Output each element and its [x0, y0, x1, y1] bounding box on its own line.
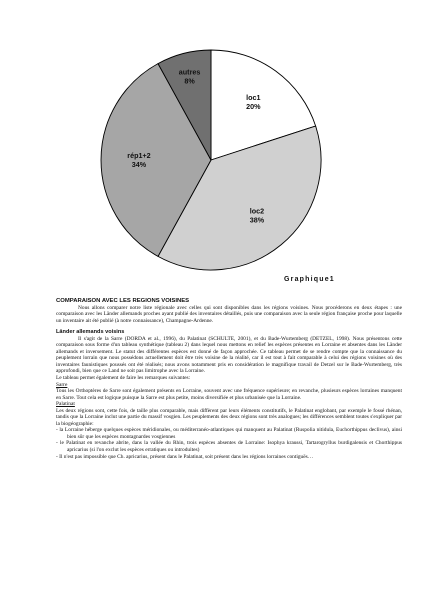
list-item: - le Palatinat en revanche abrite, dans la vallée du Rhin, trois espèces absentes de Lorraine: Isophya kraussi, Tartarogryllus burdigalensis et Chorthippus apricarius (si l'on exclut les espèces erratiques ou introduites)	[56, 440, 402, 454]
chart-caption: Graphique1	[284, 276, 335, 283]
slice-value-0: 20%	[246, 101, 261, 111]
slice-value-3: 8%	[184, 76, 195, 86]
pie-chart	[0, 0, 423, 295]
sarre-label: Sarre	[56, 381, 68, 388]
slice-label-2: rép1+2	[127, 151, 151, 160]
slice-label-0: loc1	[246, 92, 261, 102]
section-heading: COMPARAISON AVEC LES REGIONS VOISINES	[56, 298, 190, 304]
palatinat-paragraph: Les deux régions sont, cette fois, de taille plus comparable, mais diffèrent par leurs éléments constitutifs, le Palatinat englobant, par exemple le fossé rhénan, tandis que la Lorraine inclut une partie du massif vosgien. Les peuplements des deux régions sont très analogues; les différences semblent toutes s'expliquer par la biogéographie:	[56, 407, 402, 427]
paragraph-remarks: Le tableau permet également de faire les remarques suivantes:	[56, 375, 191, 382]
slice-value-1: 38%	[249, 215, 265, 225]
document-body	[56, 298, 402, 460]
palatinat-label: Palatinat	[56, 401, 75, 408]
list-item: - Il n'est pas impossible que Ch. apricarius, présent dans le Palatinat, soit présent dans les régions lorraines contiguës…	[56, 453, 314, 460]
slice-label-3: autres	[178, 67, 201, 77]
sarre-paragraph: Tous les Orthoptères de Sarre sont également présents en Lorraine, souvent avec une fréquence supérieure; en revanche, plusieurs espèces lorraines manquent en Sarre. Tout cela est logique puisque la Sarre est plus petite, moins diversifiée et plus urbanisée que la Lorraine.	[56, 388, 402, 401]
subsection-heading: Länder allemands voisins	[56, 329, 125, 336]
intro-paragraph: Nous allons comparer notre liste régionale avec celles qui sont disponibles dans les régions voisines. Nous procéderons en deux étapes : une comparaison avec les Länder allemands proches ayant publié des inventaires détaillés, puis une comparaison avec la seule région française proche pour laquelle un inventaire ait été publié (à notre connaissance), Champagne-Ardenne.	[56, 304, 402, 324]
slice-label-1: loc2	[249, 206, 265, 216]
pie-chart-svg	[0, 0, 423, 295]
slice-value-2: 34%	[131, 160, 147, 169]
list-item: - la Lorraine héberge quelques espèces méridionales, ou méditerranéo-atlantiques qui manquent au Palatinat (Ruspolia nitidula, Euchorthippus declivus), ainsi bien sûr que les espèces montagnardes vosgiennes	[56, 427, 402, 440]
paragraph-lander: Il s'agit de la Sarre (DORDA et al., 1996), du Palatinat (SCHULTE, 2001), et du Bade-Wurtemberg (DETZEL, 1998). Nous présentons cette comparaison sous forme d'un tableau synthétique (tableau 2) dans lequel nous mettons en relief les espèces présentes en Lorraine et absentes dans les Länder allemands et inversement. Le statut des différentes espèces est donné de façon approchée. Ce tableau permet de se rendre compte que la connaissance du peuplement lorrain que nous possédons actuellement doit être très voisine de la réalité, car il est tout à fait comparable à celui des régions voisines où des inventaires faunistiques poussés ont été réalisés; nous avons notamment pris en considération le magnifique travail de Detzel sur le Bade-Wurtemberg, très approfondi, bien que ce Land ne soit pas limitrophe avec la Lorraine.	[56, 335, 402, 375]
